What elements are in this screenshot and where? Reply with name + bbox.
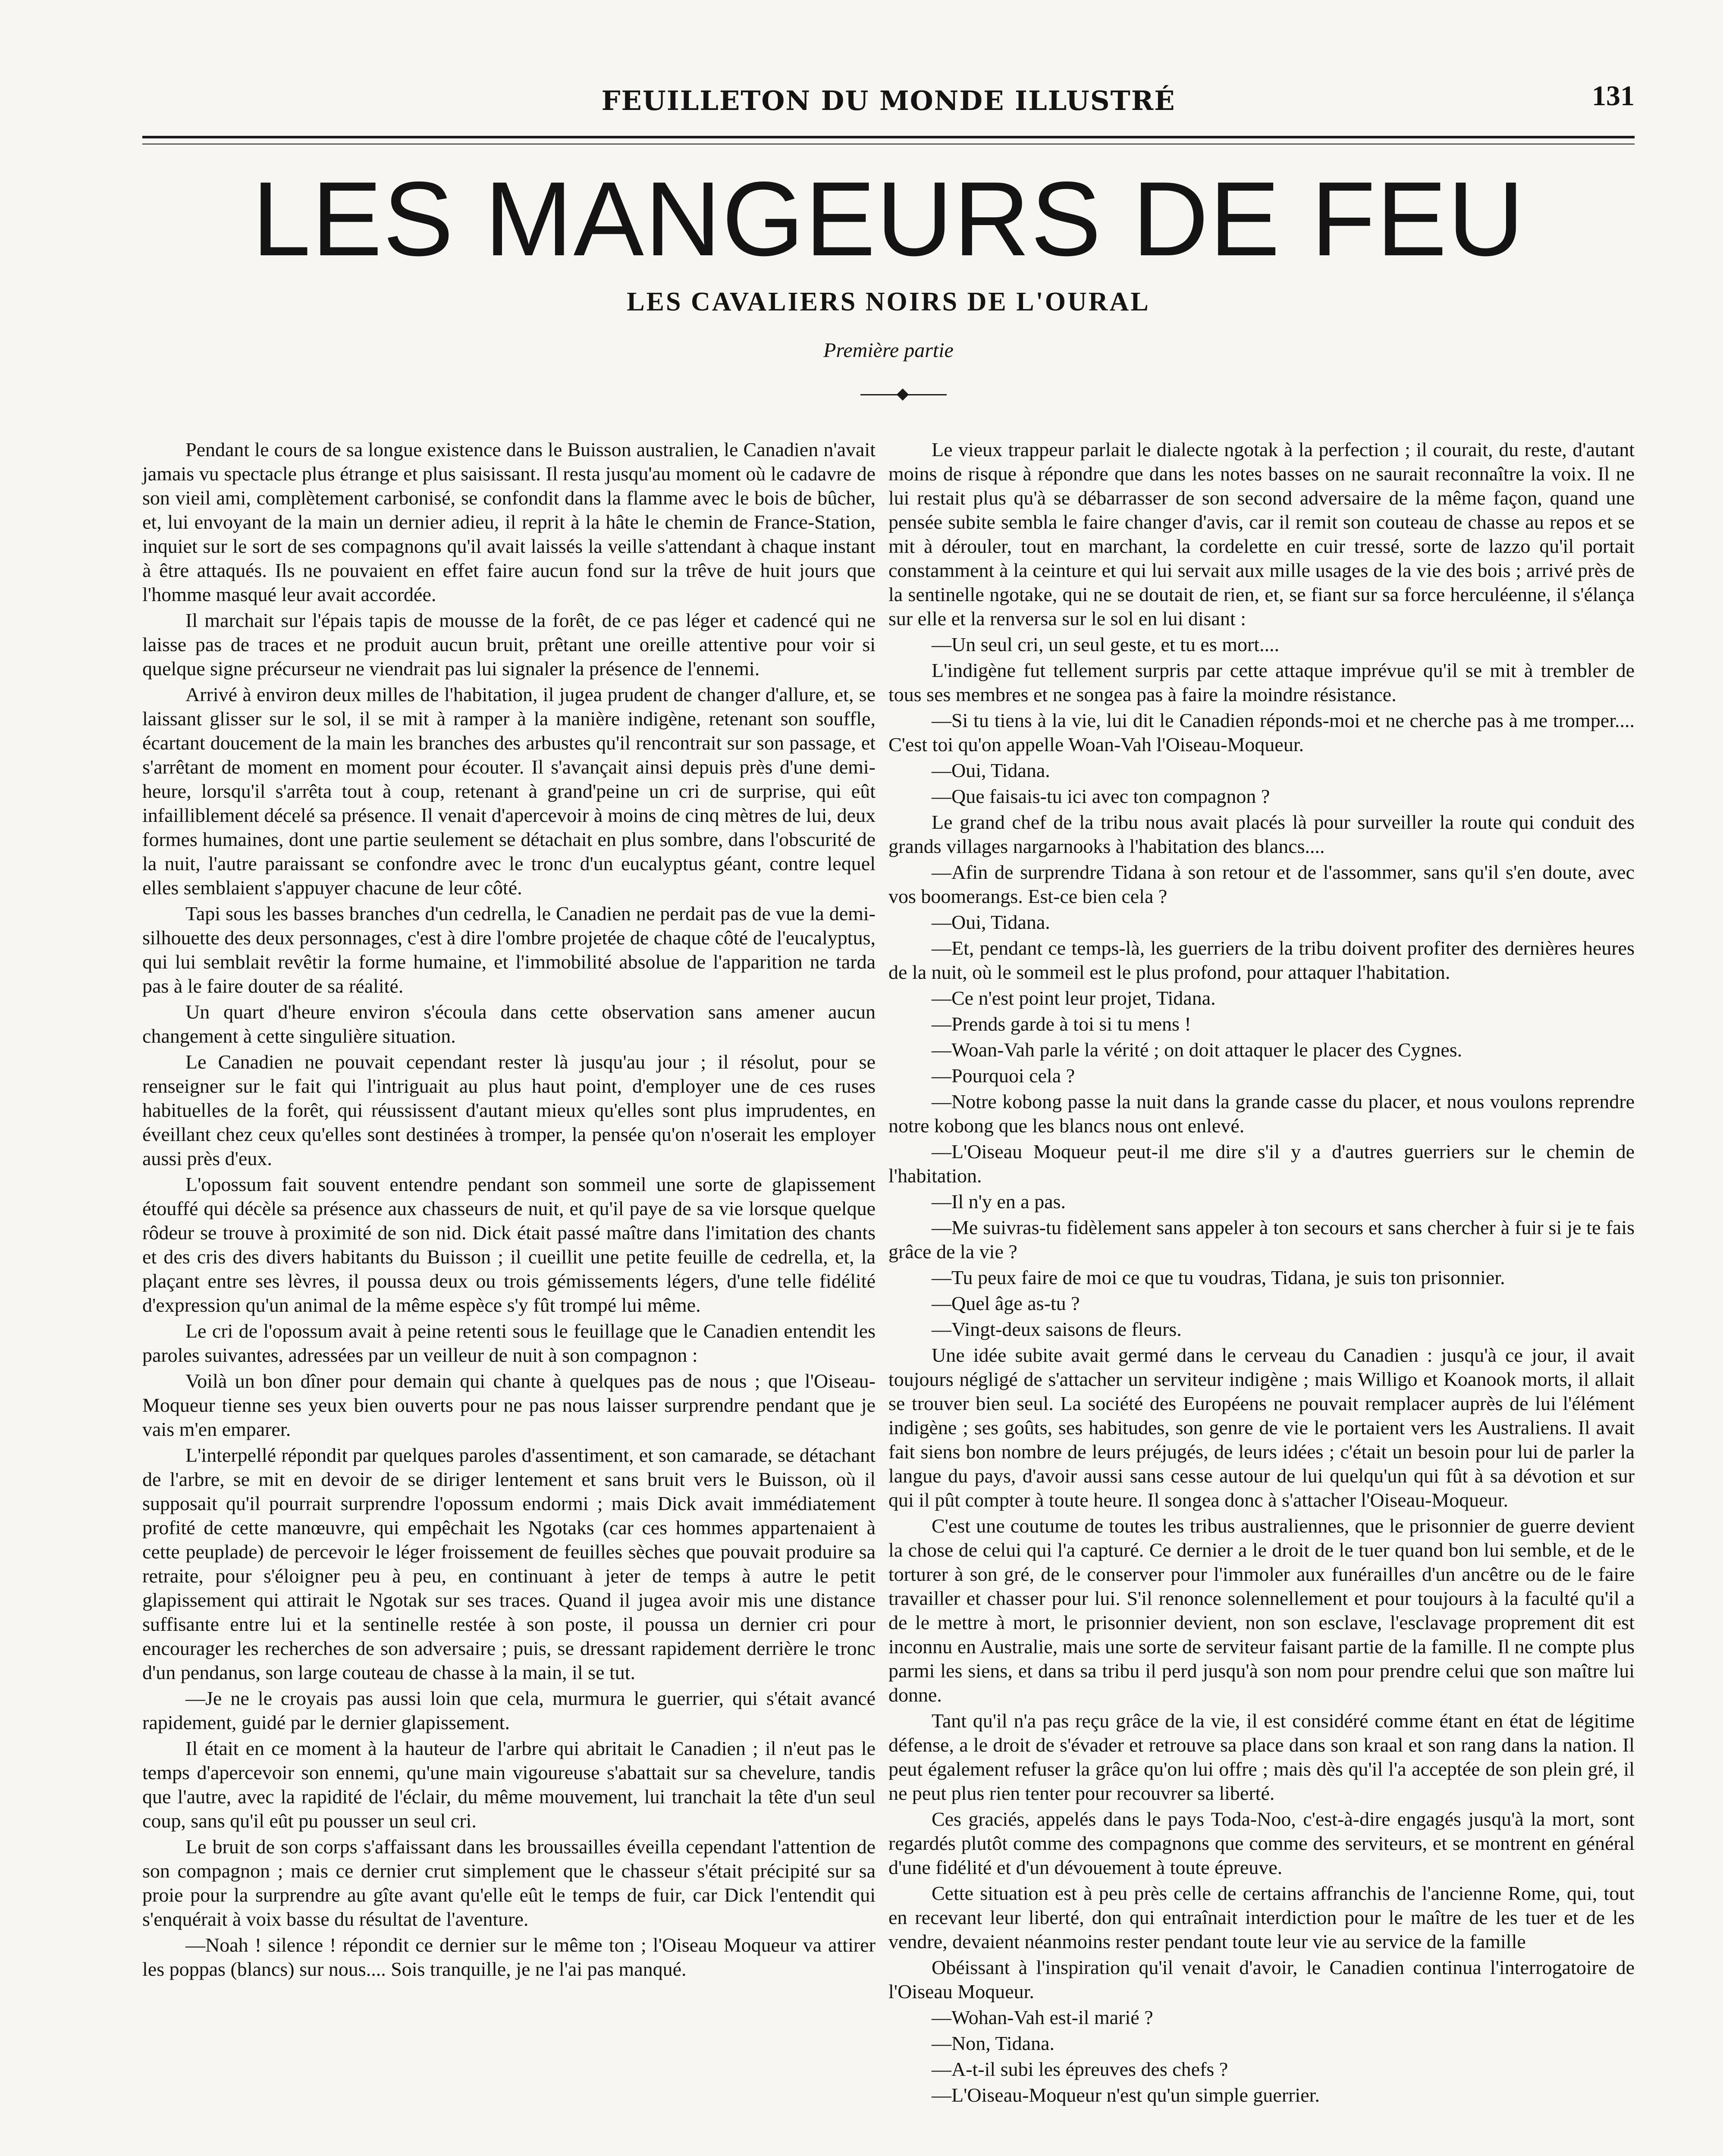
paragraph: Pendant le cours de sa longue existence dans le Buisson australien, le Canadien n'avait jamais vu spectacle plus étrange et plus saisissant. Il resta jusqu'au moment où le cadavre de son vieil ami, complètement carbonisé, se confondit dans la flamme avec le bois de bûcher, et, lui envoyant de la main un dernier adieu, il reprit à la hâte le chemin de France-Station, inquiet sur le sort de ses compagnons qu'il avait laissés la veille s'attendant à chaque instant à être attaqués. Ils ne pouvaient en effet faire aucun fond sur la trêve de huit jours que l'homme masqué leur avait accordée. — [142, 439, 876, 605]
paragraph: —Prends garde à toi si tu mens ! — [932, 1013, 1191, 1035]
paragraph: —Non, Tidana. — [932, 2032, 1055, 2054]
paragraph: —Il n'y en a pas. — [932, 1191, 1066, 1213]
paragraph: L'indigène fut tellement surpris par cette attaque imprévue qu'il se mit à trembler de tous ses membres et ne songea pas à faire la moindre résistance. — [888, 659, 1635, 705]
running-head — [142, 75, 1635, 123]
paragraph: —Un seul cri, un seul geste, et tu es mort.... — [932, 633, 1280, 655]
masthead-title: LES MANGEURS DE FEU — [252, 160, 1525, 278]
diamond-icon — [897, 389, 909, 401]
paragraph: —Afin de surprendre Tidana à son retour et de l'assommer, sans qu'il s'en doute, avec vos boomerangs. Est-ce bien cela ? — [888, 861, 1635, 907]
paragraph: Arrivé à environ deux milles de l'habitation, il jugea prudent de changer d'allure, et, se laissant glisser sur le sol, il se mit à ramper à la manière indigène, retenant son souffle, écartant doucement de la main les branches des arbustes qu'il rencontrait sur son passage, et s'arrêtant de moment en moment pour écouter. Il s'avançait ainsi depuis près d'une demi-heure, lorsqu'il s'arrêta tout à coup, retenant à grand'peine un cri de surprise, qui eût infailliblement décelé sa présence. Il venait d'apercevoir à moins de cinq mètres de lui, deux formes humaines, dont une partie seulement se détachait en plus sombre, dans l'obscurité de la nuit, l'autre paraissant se confondre avec le tronc d'un eucalyptus géant, contre lequel elles semblaient s'appuyer chacune de leur côté. — [142, 683, 876, 899]
subtitle: LES CAVALIERS NOIRS DE L'OURAL — [627, 287, 1150, 317]
paragraph: C'est une coutume de toutes les tribus australiennes, que le prisonnier de guerre devient la chose de celui qui l'a capturé. Ce dernier a le droit de le tuer quand bon lui semble, et de le torturer à son gré, de le conserver pour l'immoler aux funérailles d'un ancêtre ou de le faire travailler et chasser pour lui. S'il renonce solennellement et pour toujours à la faculté qu'il a de le mettre à mort, le prisonnier devient, non son esclave, l'esclavage proprement dit est inconnu en Australie, mais une sorte de serviteur faisant partie de la famille. Il ne compte plus parmi les siens, et dans sa tribu il perd jusqu'à son nom pour prendre celui que son maître lui donne. — [888, 1515, 1635, 1706]
paragraph: —Quel âge as-tu ? — [932, 1292, 1080, 1314]
paragraph: —Oui, Tidana. — [932, 759, 1050, 781]
paragraph: Tapi sous les basses branches d'un cedrella, le Canadien ne perdait pas de vue la demi-silhouette des deux personnages, c'est à dire l'ombre projetée de chaque côté de l'eucalyptus, qui lui semblait revêtir la forme humaine, et l'immobilité absolue de l'apparition ne tarda pas à le faire douter de sa réalité. — [142, 903, 876, 997]
running-title: FEUILLETON DU MONDE ILLUSTRÉ — [601, 85, 1176, 116]
paragraph: Cette situation est à peu près celle de certains affranchis de l'ancienne Rome, qui, tout en recevant leur liberté, don qui entraînait interdiction pour le maître de les tuer et de les vendre, devaient néanmoins rester pendant toute leur vie au service de la famille — [888, 1882, 1635, 1952]
paragraph: Il était en ce moment à la hauteur de l'arbre qui abritait le Canadien ; il n'eut pas le temps d'apercevoir son ennemi, qu'une main vigoureuse s'abattait sur sa chevelure, tandis que l'autre, avec la rapidité de l'éclair, du même mouvement, lui tranchait la tête d'un seul coup, sans qu'il eût pu pousser un seul cri. — [142, 1737, 876, 1832]
paragraph: —Notre kobong passe la nuit dans la grande casse du placer, et nous voulons reprendre notre kobong que les blancs nous ont enlevé. — [888, 1091, 1635, 1137]
paragraph: Le vieux trappeur parlait le dialecte ngotak à la perfection ; il courait, du reste, d'autant moins de risque à répondre que dans les notes basses on ne saurait reconnaître la voix. Il ne lui restait plus qu'à se débarrasser de son second adversaire de la même façon, quand une pensée subite sembla le faire changer d'avis, car il remit son couteau de chasse au repos et se mit à dérouler, tout en marchant, la cordelette en cuir tressé, sorte de lazzo qu'il portait constamment à la ceinture et qui lui servait aux mille usages de la vie des bois ; arrivé près de la sentinelle ngotake, qui ne se doutait de rien, et, se fiant sur sa force herculéenne, il s'élança sur elle et la renversa sur le sol en lui disant : — [888, 439, 1635, 630]
page-number: 131 — [1592, 80, 1635, 112]
paragraph: L'interpellé répondit par quelques paroles d'assentiment, et son camarade, se détachant de l'arbre, se mit en devoir de se diriger lentement et sans bruit vers le Buisson, où il supposait qu'il pourrait surprendre l'opossum endormi ; mais Dick avait immédiatement profité de cette manœuvre, qui empêchait les Ngotaks (car ces hommes appartenaient à cette peuplade) de percevoir le léger froissement de feuilles sèches que pouvait produire sa retraite, pour s'éloigner peu à peu, en continuant à jeter de temps à autre le petit glapissement qui attirait le Ngotak sur ses traces. Quand il jugea avoir mis une distance suffisante entre lui et la sentinelle restée à son poste, il poussa un dernier cri pour encourager les recherches de son adversaire ; puis, se dressant rapidement derrière le tronc d'un pendanus, son large couteau de chasse à la main, il se tut. — [142, 1444, 876, 1683]
paragraph: L'opossum fait souvent entendre pendant son sommeil une sorte de glapissement étouffé qui décèle sa présence aux chasseurs de nuit, et qu'il paye de sa vie lorsque quelque rôdeur se trouve à proximité de son nid. Dick était passé maître dans l'imitation des chants et des cris des divers habitants du Buisson ; il cueillit une petite feuille de cedrella, et, la plaçant entre ses lèvres, il poussa deux ou trois gémissements légers, d'une telle fidélité d'expression qu'un animal de la même espèce s'y fût trompé lui même. — [142, 1173, 876, 1316]
paragraph: —Je ne le croyais pas aussi loin que cela, murmura le guerrier, qui s'était avancé rapidement, guidé par le dernier glapissement. — [142, 1687, 876, 1733]
paragraph: Ces graciés, appelés dans le pays Toda-Noo, c'est-à-dire engagés jusqu'à la mort, sont regardés plutôt comme des compagnons que comme des serviteurs, et se montrent en général d'une fidélité et d'un dévouement à toute épreuve. — [888, 1808, 1635, 1878]
paragraph: —Si tu tiens à la vie, lui dit le Canadien réponds-moi et ne cherche pas à me tromper.... C'est toi qu'on appelle Woan-Vah l'Oiseau-Moqueur. — [888, 709, 1635, 755]
paragraph: Tant qu'il n'a pas reçu grâce de la vie, il est considéré comme étant en état de légitime défense, a le droit de s'évader et retrouve sa place dans son kraal et son rang dans la nation. Il peut également refuser la grâce qu'on lui offre ; mais dès qu'il l'a acceptée de son plein gré, il ne peut plus rien tenter pour recouvrer sa liberté. — [888, 1710, 1635, 1804]
paragraph: —Vingt-deux saisons de fleurs. — [932, 1318, 1182, 1340]
paragraph: —Et, pendant ce temps-là, les guerriers de la tribu doivent profiter des dernières heures de la nuit, où le sommeil est le plus profond, pour attaquer l'habitation. — [888, 937, 1635, 983]
part-label: Première partie — [823, 339, 954, 362]
paragraph: Il marchait sur l'épais tapis de mousse de la forêt, de ce pas léger et cadencé qui ne laisse pas de traces et ne produit aucun bruit, prêtant une oreille attentive pour voir si quelque signe précurseur ne viendrait pas lui signaler la présence de l'ennemi. — [142, 609, 876, 680]
paragraph: —Woan-Vah parle la vérité ; on doit attaquer le placer des Cygnes. — [932, 1039, 1463, 1061]
paragraph: Le cri de l'opossum avait à peine retenti sous le feuillage que le Canadien entendit les paroles suivantes, adressées par un veilleur de nuit à son compagnon : — [142, 1320, 876, 1366]
paragraph: —Me suivras-tu fidèlement sans appeler à ton secours et sans chercher à fuir si je te fais grâce de la vie ? — [888, 1216, 1635, 1263]
paragraph: Le grand chef de la tribu nous avait placés là pour surveiller la route qui conduit des grands villages nargarnooks à l'habitation des blancs.... — [888, 811, 1635, 857]
header-rule — [142, 136, 1635, 138]
paragraph: —Tu peux faire de moi ce que tu voudras, Tidana, je suis ton prisonnier. — [932, 1266, 1505, 1288]
paragraph: —Noah ! silence ! répondit ce dernier sur le même ton ; l'Oiseau Moqueur va attirer les poppas (blancs) sur nous.... Sois tranquille, je ne l'ai pas manqué. — [142, 1934, 876, 1980]
paragraph: Le bruit de son corps s'affaissant dans les broussailles éveilla cependant l'attention de son compagnon ; mais ce dernier crut simplement que le chasseur s'était précipité sur sa proie pour la surprendre au gîte avant qu'elle eût le temps de fuir, car Dick l'entendit qui s'enquérait à voix basse du résultat de l'aventure. — [142, 1836, 876, 1930]
paragraph: Voilà un bon dîner pour demain qui chante à quelques pas de nous ; que l'Oiseau-Moqueur tienne ses yeux bien ouverts pour ne pas nous laisser surprendre pendant que je vais m'en emparer. — [142, 1370, 876, 1440]
paragraph: —A-t-il subi les épreuves des chefs ? — [932, 2058, 1228, 2080]
paragraph: —L'Oiseau-Moqueur n'est qu'un simple guerrier. — [932, 2084, 1320, 2106]
left-column — [142, 438, 876, 1983]
ornament-divider — [860, 390, 947, 399]
paragraph: —Wohan-Vah est-il marié ? — [932, 2006, 1153, 2028]
paragraph: —Que faisais-tu ici avec ton compagnon ? — [932, 785, 1270, 807]
paragraph: Le Canadien ne pouvait cependant rester là jusqu'au jour ; il résolut, pour se renseigner sur le fait qui l'intriguait au plus haut point, d'employer une de ces ruses habituelles de la forêt, qui réussissent d'autant mieux qu'elles sont plus imprudentes, en éveillant chez ceux qu'elles sont destinées à tromper, la pensée qu'on n'oserait les employer aussi près d'eux. — [142, 1051, 876, 1169]
paragraph: Obéissant à l'inspiration qu'il venait d'avoir, le Canadien continua l'interrogatoire de l'Oiseau Moqueur. — [888, 1956, 1635, 2002]
paragraph: Un quart d'heure environ s'écoula dans cette observation sans amener aucun changement à cette singulière situation. — [142, 1001, 876, 1047]
paragraph: —Pourquoi cela ? — [932, 1065, 1075, 1087]
paragraph: —L'Oiseau Moqueur peut-il me dire s'il y a d'autres guerriers sur le chemin de l'habitation. — [888, 1141, 1635, 1187]
paragraph: —Oui, Tidana. — [932, 911, 1050, 933]
right-column — [888, 438, 1635, 2109]
paragraph: —Ce n'est point leur projet, Tidana. — [932, 987, 1216, 1009]
paragraph: Une idée subite avait germé dans le cerveau du Canadien : jusqu'à ce jour, il avait toujours négligé de s'attacher un serviteur indigène ; mais Willigo et Koanook morts, il allait se trouver bien seul. La société des Européens ne pouvait remplacer auprès de lui l'élément indigène ; ses goûts, ses habitudes, son genre de vie le portaient vers les Australiens. Il avait fait siens bon nombre de leurs préjugés, de leurs idées ; c'était un besoin pour lui de parler la langue du pays, d'avoir aussi sans cesse autour de lui quelqu'un qui fût à sa dévotion et sur qui il pût compter à toute heure. Il songea donc à s'attacher l'Oiseau-Moqueur. — [888, 1344, 1635, 1511]
